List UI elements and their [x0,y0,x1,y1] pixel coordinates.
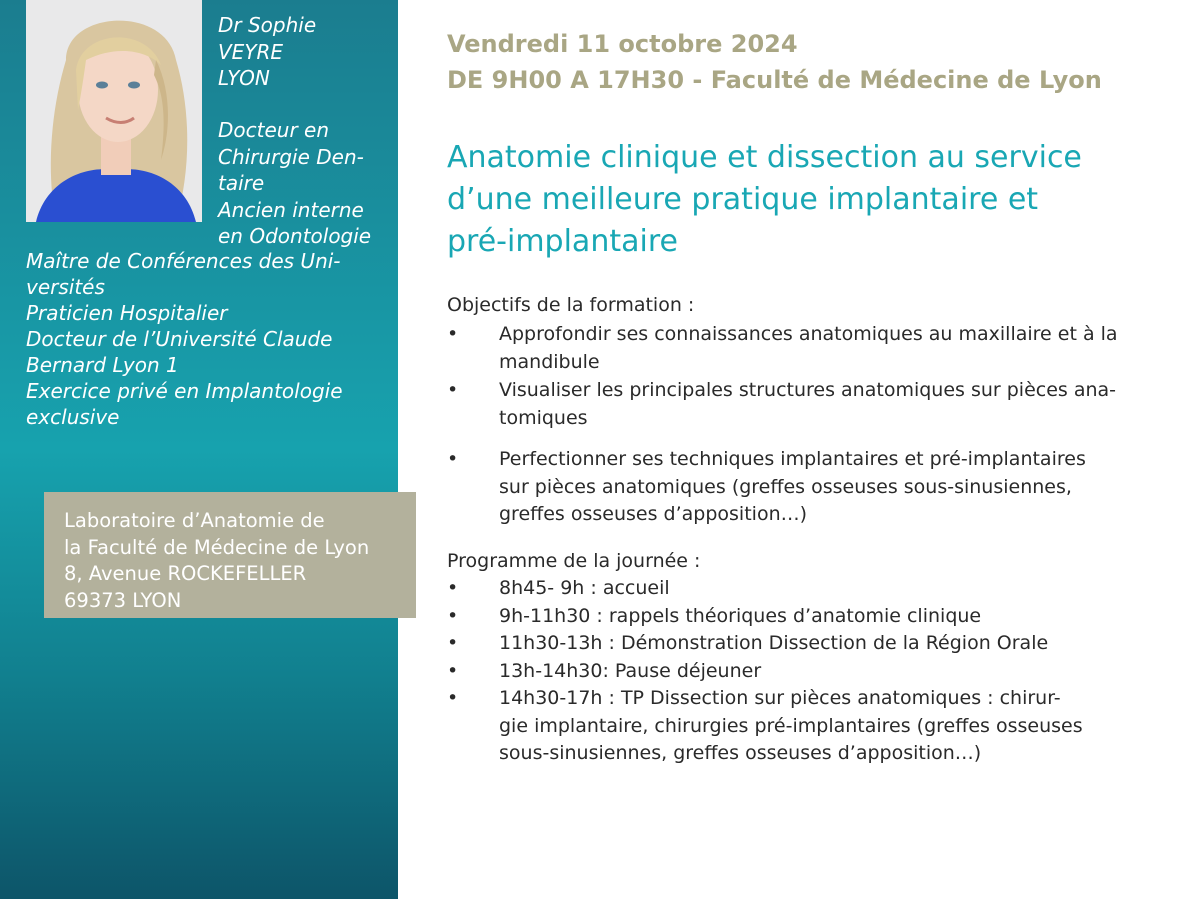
list-item: • 8h45- 9h : accueil [447,575,1177,603]
bullet-icon: • [447,632,459,654]
list-item: • 14h30-17h : TP Dissection sur pièces anatomiques : chirur- gie implantaire, chirurgies pré-implantaires (greffes osseuses sous-sinusiennes, greffes osseuses d’apposition…) [447,687,1083,764]
objectives-heading: Objectifs de la formation : [447,294,695,316]
speaker-name: Dr Sophie VEYRE LYON [218,13,317,90]
list-item: • 11h30-13h : Démonstration Dissection de la Région Orale [447,630,1177,658]
sidebar [0,0,398,899]
programme-list [447,575,1177,768]
objectives-list [447,321,1177,530]
bullet-icon: • [447,604,459,627]
list-item: • Visualiser les principales structures anatomiques sur pièces ana- tomiques [447,379,1117,429]
speaker-credentials: Docteur en Chirurgie Den- taire Ancien interne en Odontologie [218,118,372,248]
list-item: • Perfectionner ses techniques implantaires et pré-implantaires sur pièces anatomiques (greffes osseuses sous-sinusiennes, greffes osseuses d’apposition…) [447,448,1086,525]
speaker-photo [26,0,202,222]
bullet-icon: • [447,659,459,682]
list-item: • 13h-14h30: Pause déjeuner [447,658,1177,686]
speaker-titles: Maître de Conférences des Uni- versités Praticien Hospitalier Docteur de l’Université Claude Bernard Lyon 1 Exercice privé en Implantologie exclusive [26,249,343,429]
venue-address: Laboratoire d’Anatomie de la Faculté de Médecine de Lyon 8, Avenue ROCKEFELLER 69373 LYON [44,492,416,618]
bullet-icon: • [447,379,459,401]
programme-heading: Programme de la journée : [447,550,701,572]
bullet-icon: • [447,577,459,599]
list-item: • Approfondir ses connaissances anatomiques au maxillaire et à la mandibule [447,323,1118,373]
course-title: Anatomie clinique et dissection au service d’une meilleure pratique implantaire et pré-implantaire [447,140,1082,259]
list-item: • 9h-11h30 : rappels théoriques d’anatomie clinique [447,603,1177,631]
bullet-icon: • [447,687,459,709]
bullet-icon: • [447,448,459,470]
bullet-icon: • [447,323,459,345]
event-date: Vendredi 11 octobre 2024 DE 9H00 A 17H30 - Faculté de Médecine de Lyon [447,30,1102,94]
